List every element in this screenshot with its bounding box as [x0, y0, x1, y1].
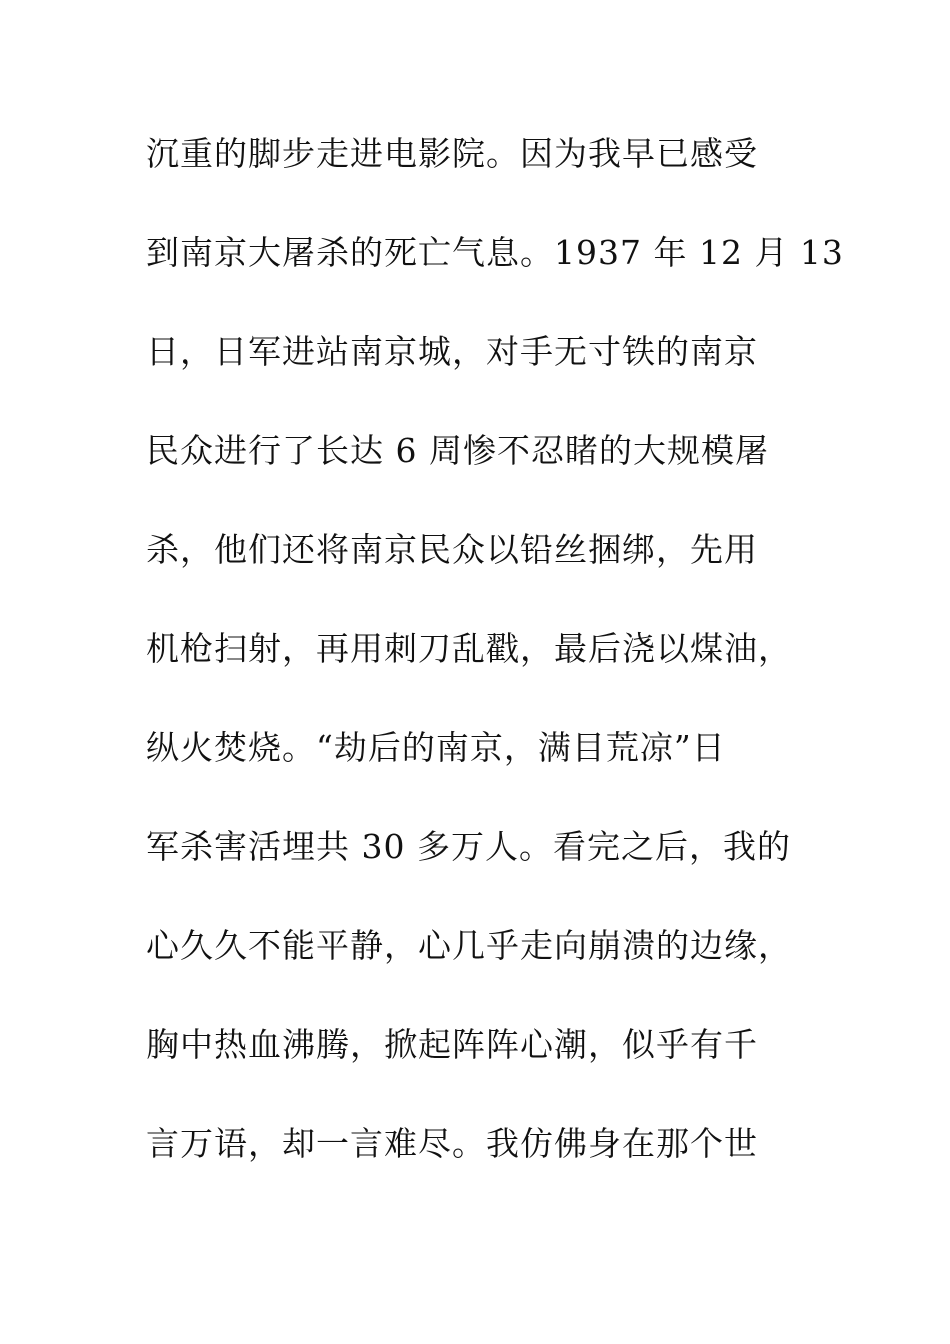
text-line: 到南京大屠杀的死亡气息。1937 年 12 月 13	[146, 233, 844, 272]
text-line: 纵火焚烧。“劫后的南京，满目荒凉”日	[146, 728, 726, 767]
text-line: 机枪扫射，再用刺刀乱戳，最后浇以煤油，	[146, 629, 792, 668]
text-line: 言万语，却一言难尽。我仿佛身在那个世	[146, 1124, 758, 1163]
text-line: 军杀害活埋共 30 多万人。看完之后，我的	[146, 827, 791, 866]
text-line: 杀，他们还将南京民众以铅丝捆绑，先用	[146, 530, 758, 569]
text-line: 心久久不能平静，心几乎走向崩溃的边缘，	[146, 926, 792, 965]
body-text	[146, 128, 844, 1217]
text-line: 日，日军进站南京城，对手无寸铁的南京	[146, 332, 758, 371]
text-line: 胸中热血沸腾，掀起阵阵心潮，似乎有千	[146, 1025, 758, 1064]
text-line: 沉重的脚步走进电影院。因为我早已感受	[146, 134, 758, 173]
text-line: 民众进行了长达 6 周惨不忍睹的大规模屠	[146, 431, 769, 470]
